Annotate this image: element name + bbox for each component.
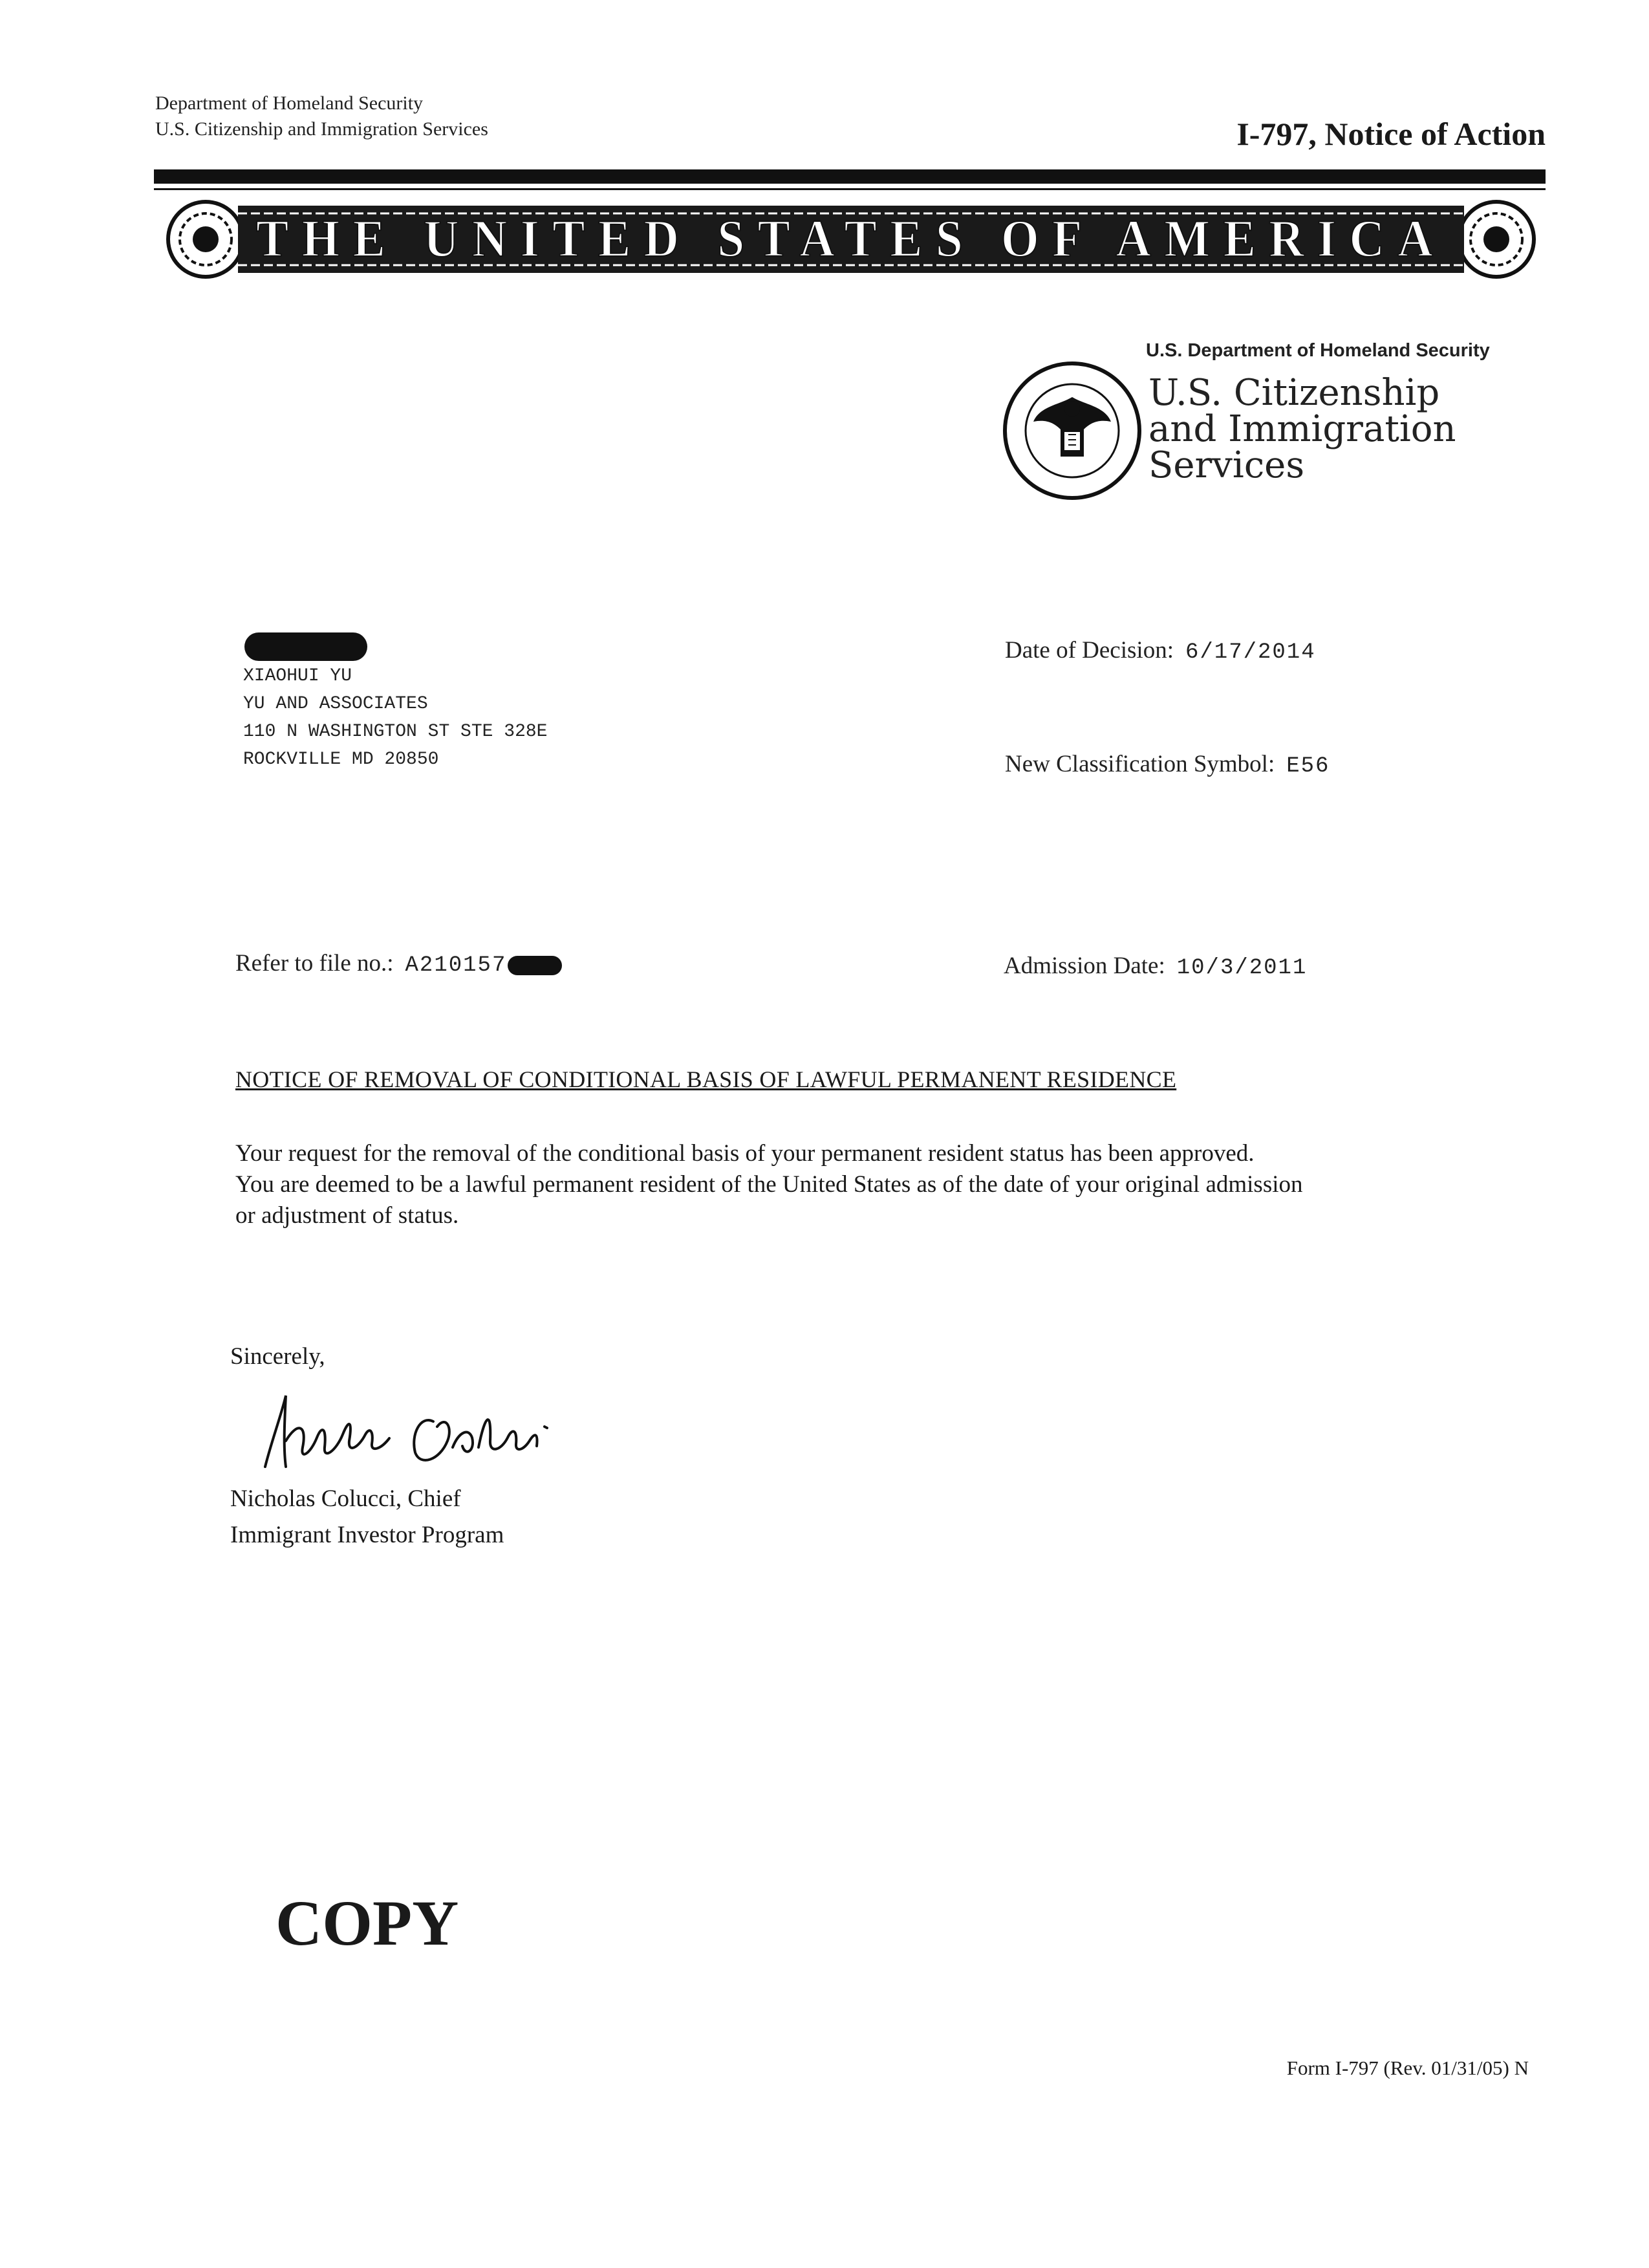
notice-body-line-2: You are deemed to be a lawful permanent resident of the United States as of the date of your original admission xyxy=(235,1171,1303,1198)
usa-banner xyxy=(160,194,1542,285)
redaction-mark xyxy=(244,632,367,661)
form-title: I-797, Notice of Action xyxy=(1236,116,1546,152)
banner-rosette-right xyxy=(1459,202,1534,277)
uscis-name xyxy=(1148,372,1456,486)
date-of-decision-label: Date of Decision: xyxy=(1005,637,1174,664)
header-rule-thin xyxy=(154,188,1546,190)
signature xyxy=(246,1376,608,1480)
signer-block xyxy=(230,1481,504,1553)
salutation: Sincerely, xyxy=(230,1343,325,1370)
agency-header xyxy=(155,91,488,142)
form-revision-id: Form I-797 (Rev. 01/31/05) N xyxy=(1286,2057,1529,2079)
uscis-name-line-3: Services xyxy=(1148,444,1305,486)
file-number-value: A210157 xyxy=(405,953,507,978)
copy-stamp: COPY xyxy=(275,1887,459,1959)
notice-body xyxy=(235,1138,1529,1231)
address-line-3: 110 N WASHINGTON ST STE 328E xyxy=(243,722,548,742)
address-line-4: ROCKVILLE MD 20850 xyxy=(243,750,439,770)
signer-name: Nicholas Colucci, Chief xyxy=(230,1485,461,1512)
file-number xyxy=(235,949,562,978)
notice-title: NOTICE OF REMOVAL OF CONDITIONAL BASIS OF LAWFUL PERMANENT RESIDENCE xyxy=(235,1066,1177,1092)
address-line-1: XIAOHUI YU xyxy=(243,666,352,686)
date-of-decision-value: 6/17/2014 xyxy=(1185,640,1316,665)
uscis-name-line-1: U.S. Citizenship xyxy=(1148,372,1440,414)
banner-text: THE UNITED STATES OF AMERICA xyxy=(256,209,1446,268)
recipient-address xyxy=(243,662,547,773)
admission-date-value: 10/3/2011 xyxy=(1176,956,1308,980)
admission-date xyxy=(1004,952,1307,980)
classification-value: E56 xyxy=(1286,754,1330,779)
file-number-redaction xyxy=(508,956,562,975)
uscis-department: U.S. Department of Homeland Security xyxy=(1146,340,1490,361)
notice-body-line-3: or adjustment of status. xyxy=(235,1202,459,1229)
dhs-seal-icon xyxy=(1001,360,1143,502)
uscis-name-line-2: and Immigration xyxy=(1148,408,1456,450)
signer-program: Immigrant Investor Program xyxy=(230,1522,504,1548)
classification-symbol xyxy=(1005,750,1330,779)
address-line-2: YU AND ASSOCIATES xyxy=(243,694,428,714)
admission-date-label: Admission Date: xyxy=(1004,953,1165,979)
agency-line-1: Department of Homeland Security xyxy=(155,92,424,114)
notice-body-line-1: Your request for the removal of the conditional basis of your permanent resident status has been approved. xyxy=(235,1140,1255,1167)
header-rule-thick xyxy=(154,169,1546,184)
file-number-label: Refer to file no.: xyxy=(235,950,394,977)
agency-line-2: U.S. Citizenship and Immigration Services xyxy=(155,118,488,140)
classification-label: New Classification Symbol: xyxy=(1005,751,1275,777)
banner-rosette-left xyxy=(168,202,243,277)
date-of-decision xyxy=(1005,636,1316,665)
